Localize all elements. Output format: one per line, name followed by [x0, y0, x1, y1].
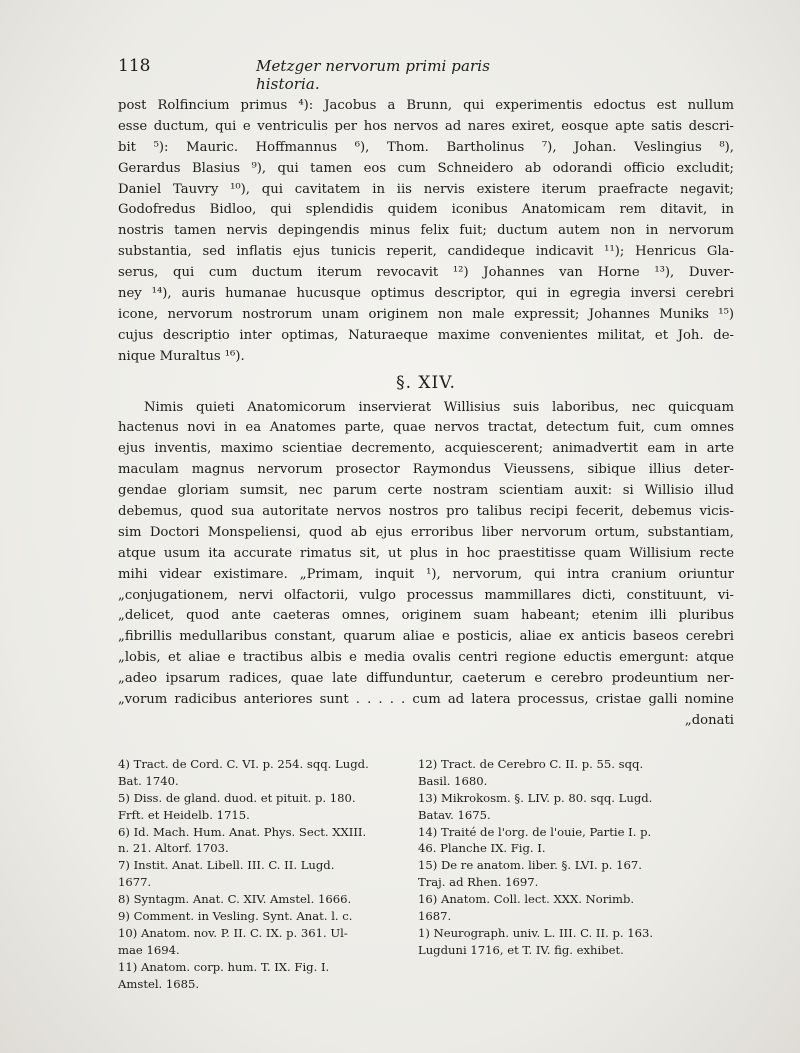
- text-line: Godofredus Bidloo, qui splendidis quidem iconibus Anatomicam rem ditavit, in: [118, 202, 734, 218]
- footnote-line: 46. Planche IX. Fig. I.: [418, 841, 546, 856]
- text-line: Nimis quieti Anatomicorum inservierat Willisius suis laboribus, nec quicquam: [144, 399, 734, 415]
- footnote-line: 8) Syntagm. Anat. C. XIV. Amstel. 1666.: [118, 892, 352, 907]
- footnote-line: 11) Anatom. corp. hum. T. IX. Fig. I.: [118, 959, 330, 974]
- footnote-line: 16) Anatom. Coll. lect. XXX. Norimb.: [418, 892, 635, 907]
- text-line: nostris tamen nervis depingendis minus felix fuit; ductum autem non in nervorum: [118, 223, 734, 239]
- footnote-line: 1677.: [118, 875, 152, 890]
- page-number: 118: [118, 56, 151, 76]
- footnote-line: 13) Mikrokosm. §. LIV. p. 80. sqq. Lugd.: [418, 790, 653, 805]
- text-line: icone, nervorum nostrorum unam originem non male expressit; Johannes Muniks ¹⁵): [118, 306, 734, 322]
- page-header: [118, 56, 558, 93]
- text-line: „adeo ipsarum radices, quae late diffunduntur, caeterum e cerebro prodeuntium ner-: [118, 671, 734, 687]
- footnote-line: 6) Id. Mach. Hum. Anat. Phys. Sect. XXIII.: [118, 824, 367, 839]
- text-line: Daniel Tauvry ¹⁰), qui cavitatem in iis nervis existere iterum praefracte negavit;: [118, 181, 734, 197]
- text-line: Gerardus Blasius ⁹), qui tamen eos cum Schneidero ab odorandi officio excludit;: [118, 160, 734, 176]
- footnote-line: 9) Comment. in Vesling. Synt. Anat. l. c.: [118, 909, 353, 924]
- footnote-line: 12) Tract. de Cerebro C. II. p. 55. sqq.: [418, 757, 644, 771]
- text-line: bit ⁵): Mauric. Hoffmannus ⁶), Thom. Bartholinus ⁷), Johan. Veslingius ⁸),: [118, 139, 734, 155]
- text-line: „lobis, et aliae e tractibus albis e media ovalis centri regione eductis emergunt: atque: [118, 650, 734, 666]
- text-line: gendae gloriam sumsit, nec parum certe nostram scientiam auxit: si Willisio illud: [118, 483, 734, 499]
- text-line: „conjugationem, nervi olfactorii, vulgo processus mammillares dicti, constituunt, vi-: [118, 587, 734, 603]
- running-title: Metzger nervorum primi paris historia.: [256, 57, 490, 93]
- footnote-line: 1) Neurograph. univ. L. III. C. II. p. 163.: [418, 925, 654, 940]
- footnotes-left-column: [118, 756, 410, 992]
- text-line: hactenus novi in ea Anatomes parte, quae nervos tractat, detectum fuit, cum omnes: [118, 420, 734, 436]
- text-line: atque usum ita accurate rimatus sit, ut plus in hoc praestitisse quam Willisium recte: [118, 545, 734, 561]
- text-line: substantia, sed inflatis ejus tunicis reperit, candideque indicavit ¹¹); Henricus Gla-: [118, 244, 734, 260]
- text-line: cujus descriptio inter optimas, Naturaeque maxime convenientes militat, et Joh. de-: [118, 327, 734, 343]
- footnote-line: Bat. 1740.: [118, 773, 179, 788]
- text-line: mihi videar existimare. „Primam, inquit ¹), nervorum, qui intra cranium oriuntur: [118, 566, 734, 582]
- footnote-line: 10) Anatom. nov. P. II. C. IX. p. 361. Ul-: [118, 925, 348, 940]
- footnote-line: Amstel. 1685.: [118, 976, 200, 991]
- text-line: esse ductum, qui e ventriculis per hos nervos ad nares exiret, eosque apte satis descri-: [118, 118, 734, 134]
- footnote-line: n. 21. Altorf. 1703.: [118, 841, 229, 856]
- text-line: „delicet, quod ante caeteras omnes, originem suam habeant; etenim illi pluribus: [118, 608, 734, 624]
- footnote-line: 14) Traité de l'org. de l'ouie, Partie I. p.: [418, 824, 652, 839]
- text-line: ejus inventis, maximo scientiae decremento, acquiescerent; animadvertit eam in arte: [118, 441, 734, 457]
- text-line: „fibrillis medullaribus constant, quarum aliae e posticis, aliae ex anticis baseos cerebri: [118, 629, 734, 645]
- footnotes-right-column: [418, 756, 734, 959]
- text-line: nique Muraltus ¹⁶).: [118, 348, 245, 364]
- catchword: „donati: [684, 712, 734, 728]
- footnote-line: 1687.: [418, 909, 452, 924]
- footnote-line: 7) Instit. Anat. Libell. III. C. II. Lugd.: [118, 858, 335, 873]
- text-line: sim Doctori Monspeliensi, quod ab ejus erroribus liber nervorum ortum, substantiam,: [118, 524, 734, 540]
- footnote-line: Lugduni 1716, et T. IV. fig. exhibet.: [418, 942, 624, 957]
- footnote-line: Frft. et Heidelb. 1715.: [118, 807, 250, 822]
- body-text: [118, 96, 734, 732]
- footnote-line: Traj. ad Rhen. 1697.: [418, 875, 539, 890]
- footnote-line: 15) De re anatom. liber. §. LVI. p. 167.: [418, 858, 642, 873]
- text-line: „vorum radicibus anteriores sunt . . . . . cum ad latera processus, cristae galli nomine: [118, 692, 734, 708]
- footnote-line: mae 1694.: [118, 942, 180, 957]
- text-line: post Rolfincium primus ⁴): Jacobus a Brunn, qui experimentis edoctus est nullum: [118, 98, 734, 113]
- text-line: maculam magnus nervorum prosector Raymondus Vieussens, sibique illius deter-: [118, 462, 734, 478]
- footnote-line: 4) Tract. de Cord. C. VI. p. 254. sqq. Lugd.: [118, 757, 369, 771]
- footnote-line: Basil. 1680.: [418, 773, 488, 788]
- text-line: serus, qui cum ductum iterum revocavit ¹²) Johannes van Horne ¹³), Duver-: [118, 265, 734, 281]
- footnote-line: Batav. 1675.: [418, 807, 491, 822]
- section-heading: §. XIV.: [396, 372, 456, 393]
- text-line: debemus, quod sua autoritate nervos nostros pro talibus recipi fecerit, debemus vicis-: [118, 504, 734, 520]
- footnote-line: 5) Diss. de gland. duod. et pituit. p. 180.: [118, 790, 356, 805]
- text-line: ney ¹⁴), auris humanae hucusque optimus descriptor, qui in egregia inversi cerebri: [118, 286, 734, 302]
